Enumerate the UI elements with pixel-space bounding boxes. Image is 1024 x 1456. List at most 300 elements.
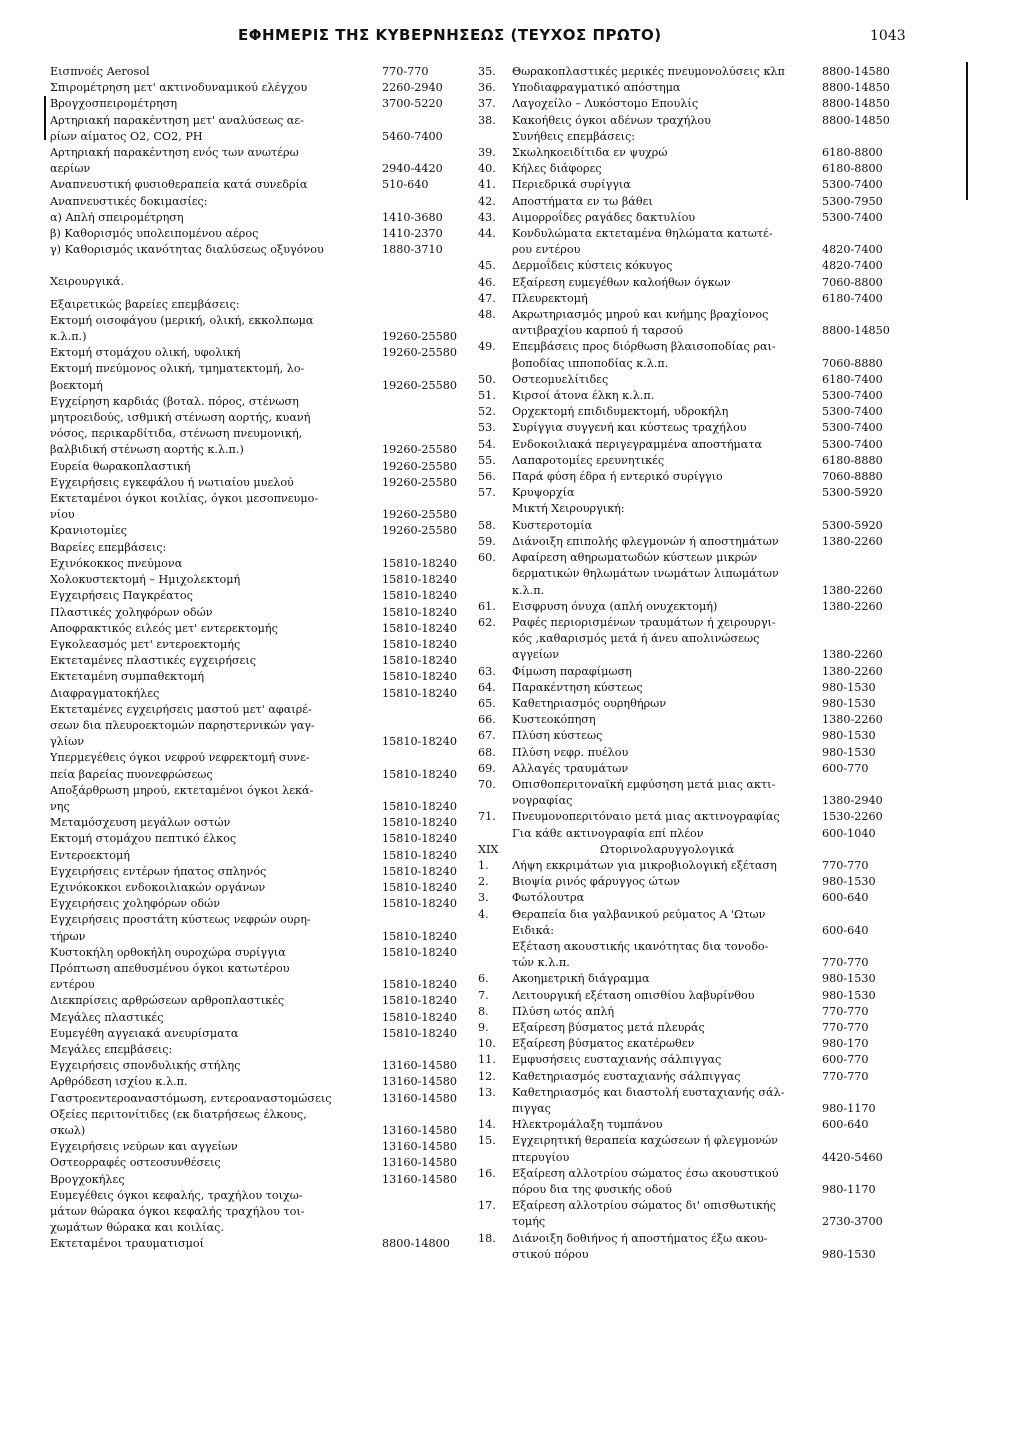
item-description: Κυστοκήλη ορθοκήλη ουροχώρα συρίγγια [50,945,286,959]
item-description: Συρίγγια συγγενή και κύστεως τραχήλου [512,421,747,435]
item-description: Πλύση νεφρ. πυέλου [512,745,629,759]
fee-range: 15810-18240 [382,654,457,668]
item-description: νης [50,799,70,813]
item-description: αερίων [50,162,91,176]
fee-range [822,339,918,355]
fee-range [822,1198,918,1214]
fee-row [478,339,918,355]
fee-row [478,1166,918,1182]
item-description: Κακοήθεις όγκοι αδένων τραχήλου [512,113,711,127]
item-description: Εκτομή οισοφάγου (μερική, ολική, εκκολπωμα [50,313,314,327]
fee-row [50,1042,472,1058]
item-description: Εγχειρήσεις νεύρων και αγγείων [50,1140,238,1154]
fee-row [50,929,472,945]
fee-range [382,1107,472,1123]
fee-row [50,588,472,604]
fee-row [478,194,918,210]
fee-row [50,210,472,226]
item-number: 40. [478,162,496,176]
fee-range [822,550,918,566]
fee-row [478,404,918,420]
item-number [478,647,512,663]
fee-row [50,345,472,361]
item-description: σεων δια πλευροεκτομών παρηστερνικών γαγ- [50,718,315,732]
item-description: Ωτορινολαρυγγολογικά [599,842,735,856]
item-number: 52. [478,405,496,419]
item-description: Αρτηριακή παρακέντηση ενός των ανωτέρω [50,146,299,160]
item-number [478,1101,512,1117]
item-description: πεία βαρείας πυονεφρώσεως [50,767,213,781]
fee-range: 770-770 [382,65,429,78]
item-description: Εισπνοές Aerosol [50,65,150,78]
item-description: Εξαίρεση ευμεγέθων καλοήθων όγκων [512,275,731,289]
item-description: βοεκτομή [50,378,103,392]
item-description: Ενδοκοιλιακά περιγεγραμμένα αποστήματα [512,437,763,451]
fee-range: 980-1530 [822,875,876,889]
fee-row [50,783,472,799]
item-description: Κρανιοτομίες [50,524,128,538]
fee-range [822,1231,918,1247]
item-number [478,939,512,955]
item-description: Αρθρόδεση ισχίου κ.λ.π. [50,1075,188,1089]
fee-range [382,912,472,928]
item-description: Αιμορροΐδες ραγάδες δακτυλίου [512,210,696,224]
item-description: πόρου δια της φυσικής οδού [512,1183,672,1197]
item-description: μάτων θώρακα όγκοι κεφαλής τραχήλου τοι- [50,1205,305,1219]
fee-range: 600-640 [822,1118,869,1132]
fee-row [478,842,918,858]
fee-range: 8800-14850 [822,97,890,111]
item-number: 59. [478,534,496,548]
item-number: 56. [478,470,496,484]
item-description: Παρακέντηση κύστεως [512,680,643,694]
item-description: Αφαίρεση αθηρωματωδών κύστεων μικρών [512,551,758,565]
fee-row [478,1117,918,1133]
item-description: Καθετηριασμός και διαστολή ευσταχιανής σάλ- [512,1085,785,1099]
item-number: 42. [478,194,496,208]
item-number: 71. [478,810,496,824]
fee-row [478,1198,918,1214]
fee-row [478,372,918,388]
item-description: Εκτομή στομάχου ολική, υφολική [50,346,241,360]
item-description: Περιεδρικά συρίγγια [512,178,631,192]
fee-range: 5300-5920 [822,518,883,532]
fee-range: 1380-2260 [822,648,883,662]
fee-range: 15810-18240 [382,637,457,651]
fee-row [50,177,472,193]
fee-range: 980-1530 [822,729,876,743]
fee-row [50,1172,472,1188]
fee-range [382,1188,472,1204]
fee-row [478,161,918,177]
fee-range: 15810-18240 [382,735,457,749]
item-number [478,1150,512,1166]
item-description: Εχινόκοκκος πνεύμονα [50,556,183,570]
item-description: Βρογχοσπειρομέτρηση [50,97,178,111]
item-description: βοποδίας ιπποποδίας κ.λ.π. [512,356,669,370]
item-number [478,583,512,599]
fee-range: 19260-25580 [382,330,457,344]
fee-row [50,475,472,491]
fee-row [478,1069,918,1085]
item-description: Εισφρυση όνυχα (απλή ονυχεκτομή) [512,599,718,613]
fee-range: 15810-18240 [382,556,457,570]
fee-row [478,874,918,890]
item-description: Επεμβάσεις προς διόρθωση βλαισοποδίας ραι- [512,340,776,354]
fee-row [50,540,472,556]
fee-row [478,469,918,485]
fee-range [382,1042,472,1058]
fee-row [478,696,918,712]
item-description: Εγχειρήσεις εντέρων ήπατος σπληνός [50,864,267,878]
item-number: 54. [478,437,496,451]
item-number: 63. [478,664,496,678]
fee-row [478,453,918,469]
fee-row [478,1247,918,1263]
item-description: Ευρεία θωρακοπλαστική [50,459,191,473]
item-description: Λαγοχείλο – Λυκόστομο Επουλίς [512,97,699,111]
item-description: Κρυψορχία [512,486,575,500]
item-number: 50. [478,372,496,386]
item-description: Πλύση κύστεως [512,729,603,743]
item-description: βαλβιδική στένωση αορτής κ.λ.π.) [50,443,244,457]
fee-range: 13160-14580 [382,1091,457,1105]
fee-range [382,491,472,507]
fee-range: 2940-4420 [382,162,443,176]
right-column [478,64,918,1263]
item-description: Υπερμεγέθεις όγκοι νεφρού νεφρεκτομή συνε- [50,751,310,765]
fee-range: 980-1170 [822,1183,876,1197]
item-description: Παρά φύση έδρα ή εντερικό συρίγγιο [512,470,723,484]
fee-row [50,896,472,912]
fee-range [822,226,918,242]
fee-range [382,297,472,313]
item-description: Χειρουργικά. [50,275,125,289]
item-number: 35. [478,65,496,78]
fee-range [822,615,918,631]
fee-range: 13160-14580 [382,1059,457,1073]
item-description: Διεκπρίσεις αρθρώσεων αρθροπλαστικές [50,994,285,1008]
item-description: γ) Καθορισμός ικανότητας διαλύσεως οξυγόνου [50,243,324,257]
fee-range: 19260-25580 [382,475,457,489]
item-description: σκωλ) [50,1124,86,1137]
fee-range: 5300-7400 [822,210,883,224]
fee-range: 15810-18240 [382,848,457,862]
fee-row [50,1107,472,1123]
item-description: Εγχείρηση καρδιάς (βοταλ. πόρος, στένωση [50,394,299,408]
item-description: Μεγάλες πλαστικές [50,1010,164,1024]
item-number: 17. [478,1199,496,1213]
fee-row [478,420,918,436]
item-description: Εκτομή στομάχου πεπτικό έλκος [50,832,237,846]
fee-range: 19260-25580 [382,378,457,392]
fee-row [478,1036,918,1052]
fee-range: 19260-25580 [382,459,457,473]
item-number: XIX [478,842,499,856]
fee-row [50,329,472,345]
fee-range: 770-770 [822,956,869,970]
fee-row [478,566,918,582]
fee-range: 6180-8800 [822,146,883,160]
fee-range: 5300-7400 [822,405,883,419]
fee-row [478,583,918,599]
fee-row [478,761,918,777]
fee-range: 1880-3710 [382,243,443,257]
fee-row [478,1004,918,1020]
item-description: Γαστροεντεροαναστόμωση, εντεροαναστομώσεις [50,1091,332,1105]
item-number: 10. [478,1037,496,1051]
fee-row [50,394,472,410]
item-number: 65. [478,696,496,710]
item-number: 69. [478,761,496,775]
fee-range: 19260-25580 [382,524,457,538]
fee-range: 770-770 [822,858,869,872]
fee-range: 5460-7400 [382,129,443,143]
fee-row [478,988,918,1004]
item-number: 41. [478,178,496,192]
item-number: 67. [478,729,496,743]
item-description: Κυστεοκόπηση [512,713,596,727]
item-description: Διάνοιξη δοθιήνος ή αποστήματος έξω ακου- [512,1231,768,1245]
item-description: Κήλες διάφορες [512,162,602,176]
item-description: γλίων [50,735,85,749]
fee-row [50,64,472,80]
fee-row [478,145,918,161]
item-description: Οξείες περιτονίτιδες (εκ διατρήσεως έλκους, [50,1107,307,1121]
fee-row [50,1139,472,1155]
fee-row [50,242,472,258]
fee-range [822,566,918,582]
fee-row [50,945,472,961]
fee-row [478,485,918,501]
item-description: Πλευρεκτομή [512,291,588,305]
item-number: 8. [478,1004,489,1018]
item-number [478,323,512,339]
fee-range: 510-640 [382,178,429,192]
fee-row [50,297,472,313]
fee-row [50,96,472,112]
item-description: Φωτόλουτρα [512,891,585,905]
fee-range: 980-1530 [822,1247,876,1261]
fee-row [50,1220,472,1236]
fee-range: 15810-18240 [382,621,457,635]
item-description: Για κάθε ακτινογραφία επί πλέον [512,826,704,840]
fee-row [478,826,918,842]
item-description: Εκτεταμένη συμπαθεκτομή [50,670,205,684]
item-number: 39. [478,146,496,160]
item-number [478,1214,512,1230]
fee-range [822,307,918,323]
fee-range: 15810-18240 [382,880,457,894]
fee-row [50,1026,472,1042]
fee-row [50,831,472,847]
fee-range [382,194,472,210]
fee-row [50,274,472,290]
item-description: Εγχειρήσεις προστάτη κύστεως νεφρών ουρη- [50,913,311,927]
fee-row [50,80,472,96]
fee-row [50,378,472,394]
item-description: Εγχειρήσεις Παγκρέατος [50,589,193,603]
item-description: Εμφυσήσεις ευσταχιανής σάλπιγγας [512,1053,722,1067]
fee-range: 6180-7400 [822,291,883,305]
fee-row [478,226,918,242]
item-number: 3. [478,891,489,905]
item-description: Εξέταση ακουστικής ικανότητας δια τονοδο- [512,939,769,953]
item-description: Εκτεταμένες εγχειρήσεις μαστού μετ' αφαιρέ- [50,702,312,716]
fee-row [50,507,472,523]
item-description: α) Απλή σπειρομέτρηση [50,210,184,224]
fee-range [382,426,472,442]
item-description: Καθετηριασμός ευσταχιανής σάλπιγγας [512,1069,741,1083]
fee-range: 1380-2940 [822,794,883,808]
fee-range: 2730-3700 [822,1215,883,1229]
item-description: Θεραπεία δια γαλβανικού ρεύματος Α 'Ωτων [512,907,766,921]
fee-range: 5300-7950 [822,194,883,208]
item-description: Φίμωση παραφίμωση [512,664,632,678]
fee-row [478,680,918,696]
item-description: Ακρωτηριασμός μηρού και κνήμης βραχίονος [512,308,769,322]
fee-range: 13160-14580 [382,1172,457,1186]
fee-range: 600-770 [822,1053,869,1067]
item-description: Μεταμόσχευση μεγάλων οστών [50,816,231,830]
fee-row [478,1052,918,1068]
fee-range: 1380-2260 [822,534,883,548]
item-description: Πλαστικές χοληφόρων οδών [50,605,213,619]
item-description: Εγχειρήσεις εγκεφάλου ή νωτιαίου μυελού [50,475,294,489]
item-description: πτερυγίου [512,1150,570,1164]
fee-row [50,1091,472,1107]
item-description: τήρων [50,929,86,943]
item-description: Αλλαγές τραυμάτων [512,761,629,775]
fee-row [50,145,472,161]
item-description: Εξαίρεση βύσματος εκατέρωθεν [512,1037,695,1051]
item-description: Οστεορραφές οστεοσυνθέσεις [50,1156,221,1170]
fee-range [822,1133,918,1149]
fee-range [822,501,918,517]
item-number: 2. [478,875,489,889]
fee-row [50,491,472,507]
fee-range: 1530-2260 [822,810,883,824]
item-description: Καθετηριασμός ουρηθήρων [512,696,667,710]
fee-range: 8800-14580 [822,65,890,78]
item-description: Εξαιρετικώς βαρείες επεμβάσεις: [50,297,240,311]
item-number: 14. [478,1118,496,1132]
fee-range [822,631,918,647]
item-number: 13. [478,1085,496,1099]
item-description: Διάνοιξη επιπολής φλεγμονών ή αποστημάτων [512,534,779,548]
item-description: Θωρακοπλαστικές μερικές πνευμονολύσεις κλπ [512,65,785,78]
item-number: 11. [478,1053,496,1067]
fee-range: 980-1530 [822,680,876,694]
fee-row [50,848,472,864]
fee-range: 2260-2940 [382,81,443,95]
fee-range: 980-170 [822,1037,869,1051]
fee-row [478,388,918,404]
fee-range: 15810-18240 [382,1026,457,1040]
fee-row [478,647,918,663]
fee-range [382,961,472,977]
item-description: Λαπαροτομίες ερευνητικές [512,453,665,467]
item-number: 12. [478,1069,496,1083]
fee-range [382,1220,472,1236]
fee-range: 980-1530 [822,696,876,710]
item-number: 55. [478,453,496,467]
fee-range: 13160-14580 [382,1124,457,1137]
fee-row [50,912,472,928]
fee-row [478,307,918,323]
item-number: 38. [478,113,496,127]
fee-range: 15810-18240 [382,978,457,992]
item-description: Κιρσοί άτονα έλκη κ.λ.π. [512,389,655,403]
item-number: 6. [478,972,489,986]
fee-row [50,767,472,783]
fee-row [478,1182,918,1198]
item-number: 70. [478,777,496,791]
fee-row [478,907,918,923]
item-description: δερματικών θηλωμάτων ινωμάτων λιπωμάτων [512,567,779,581]
item-description: Ευμεγέθεις όγκοι κεφαλής, τραχήλου τοιχω- [50,1188,303,1202]
item-description: Εγκολεασμός μετ' εντεροεκτομής [50,637,241,651]
item-description: κός ,καθαρισμός μετά ή άνευ απολινώσεως [512,632,760,646]
fee-row [50,1058,472,1074]
item-description: Αρτηριακή παρακέντηση μετ' αναλύσεως αε- [50,113,304,127]
fee-row [478,793,918,809]
fee-range [382,145,472,161]
item-description: κ.λ.π.) [50,330,87,344]
fee-range [382,410,472,426]
fee-range: 600-640 [822,923,869,937]
item-description: Αποστήματα εν τω βάθει [512,194,653,208]
fee-range: 3700-5220 [382,97,443,111]
fee-range: 15810-18240 [382,994,457,1008]
fee-row [50,750,472,766]
item-number [478,356,512,372]
fee-row [478,664,918,680]
item-description: Υποδιαφραγματικό απόστημα [512,81,681,95]
fee-row [50,977,472,993]
fee-row [478,890,918,906]
item-description: Ραφές περιορισμένων τραυμάτων ή χειρουργι- [512,615,776,629]
fee-range: 5300-7400 [822,389,883,403]
fee-row [478,615,918,631]
fee-range: 600-770 [822,761,869,775]
item-number: 53. [478,421,496,435]
fee-range [822,1085,918,1101]
item-description: Ευμεγέθη αγγειακά ανευρίσματα [50,1026,239,1040]
fee-row [478,275,918,291]
item-number: 58. [478,518,496,532]
fee-range: 1380-2260 [822,599,883,613]
fee-range: 15810-18240 [382,897,457,911]
item-description: εντέρου [50,978,95,992]
item-number: 46. [478,275,496,289]
fee-row [478,599,918,615]
fee-row [50,1123,472,1139]
fee-row [50,993,472,1009]
item-description: Οπισθοπεριτοναϊκή εμφύσηση μετά μιας ακτι- [512,777,776,791]
item-number: 64. [478,680,496,694]
fee-range: 13160-14580 [382,1156,457,1170]
item-description: Λειτουργική εξέταση οπισθίου λαβυρίνθου [512,988,755,1002]
fee-row [50,880,472,896]
item-number: 57. [478,486,496,500]
fee-range: 1380-2260 [822,713,883,727]
fee-row [478,356,918,372]
fee-row [50,442,472,458]
fee-row [50,194,472,210]
fee-row [478,534,918,550]
fee-row [50,686,472,702]
